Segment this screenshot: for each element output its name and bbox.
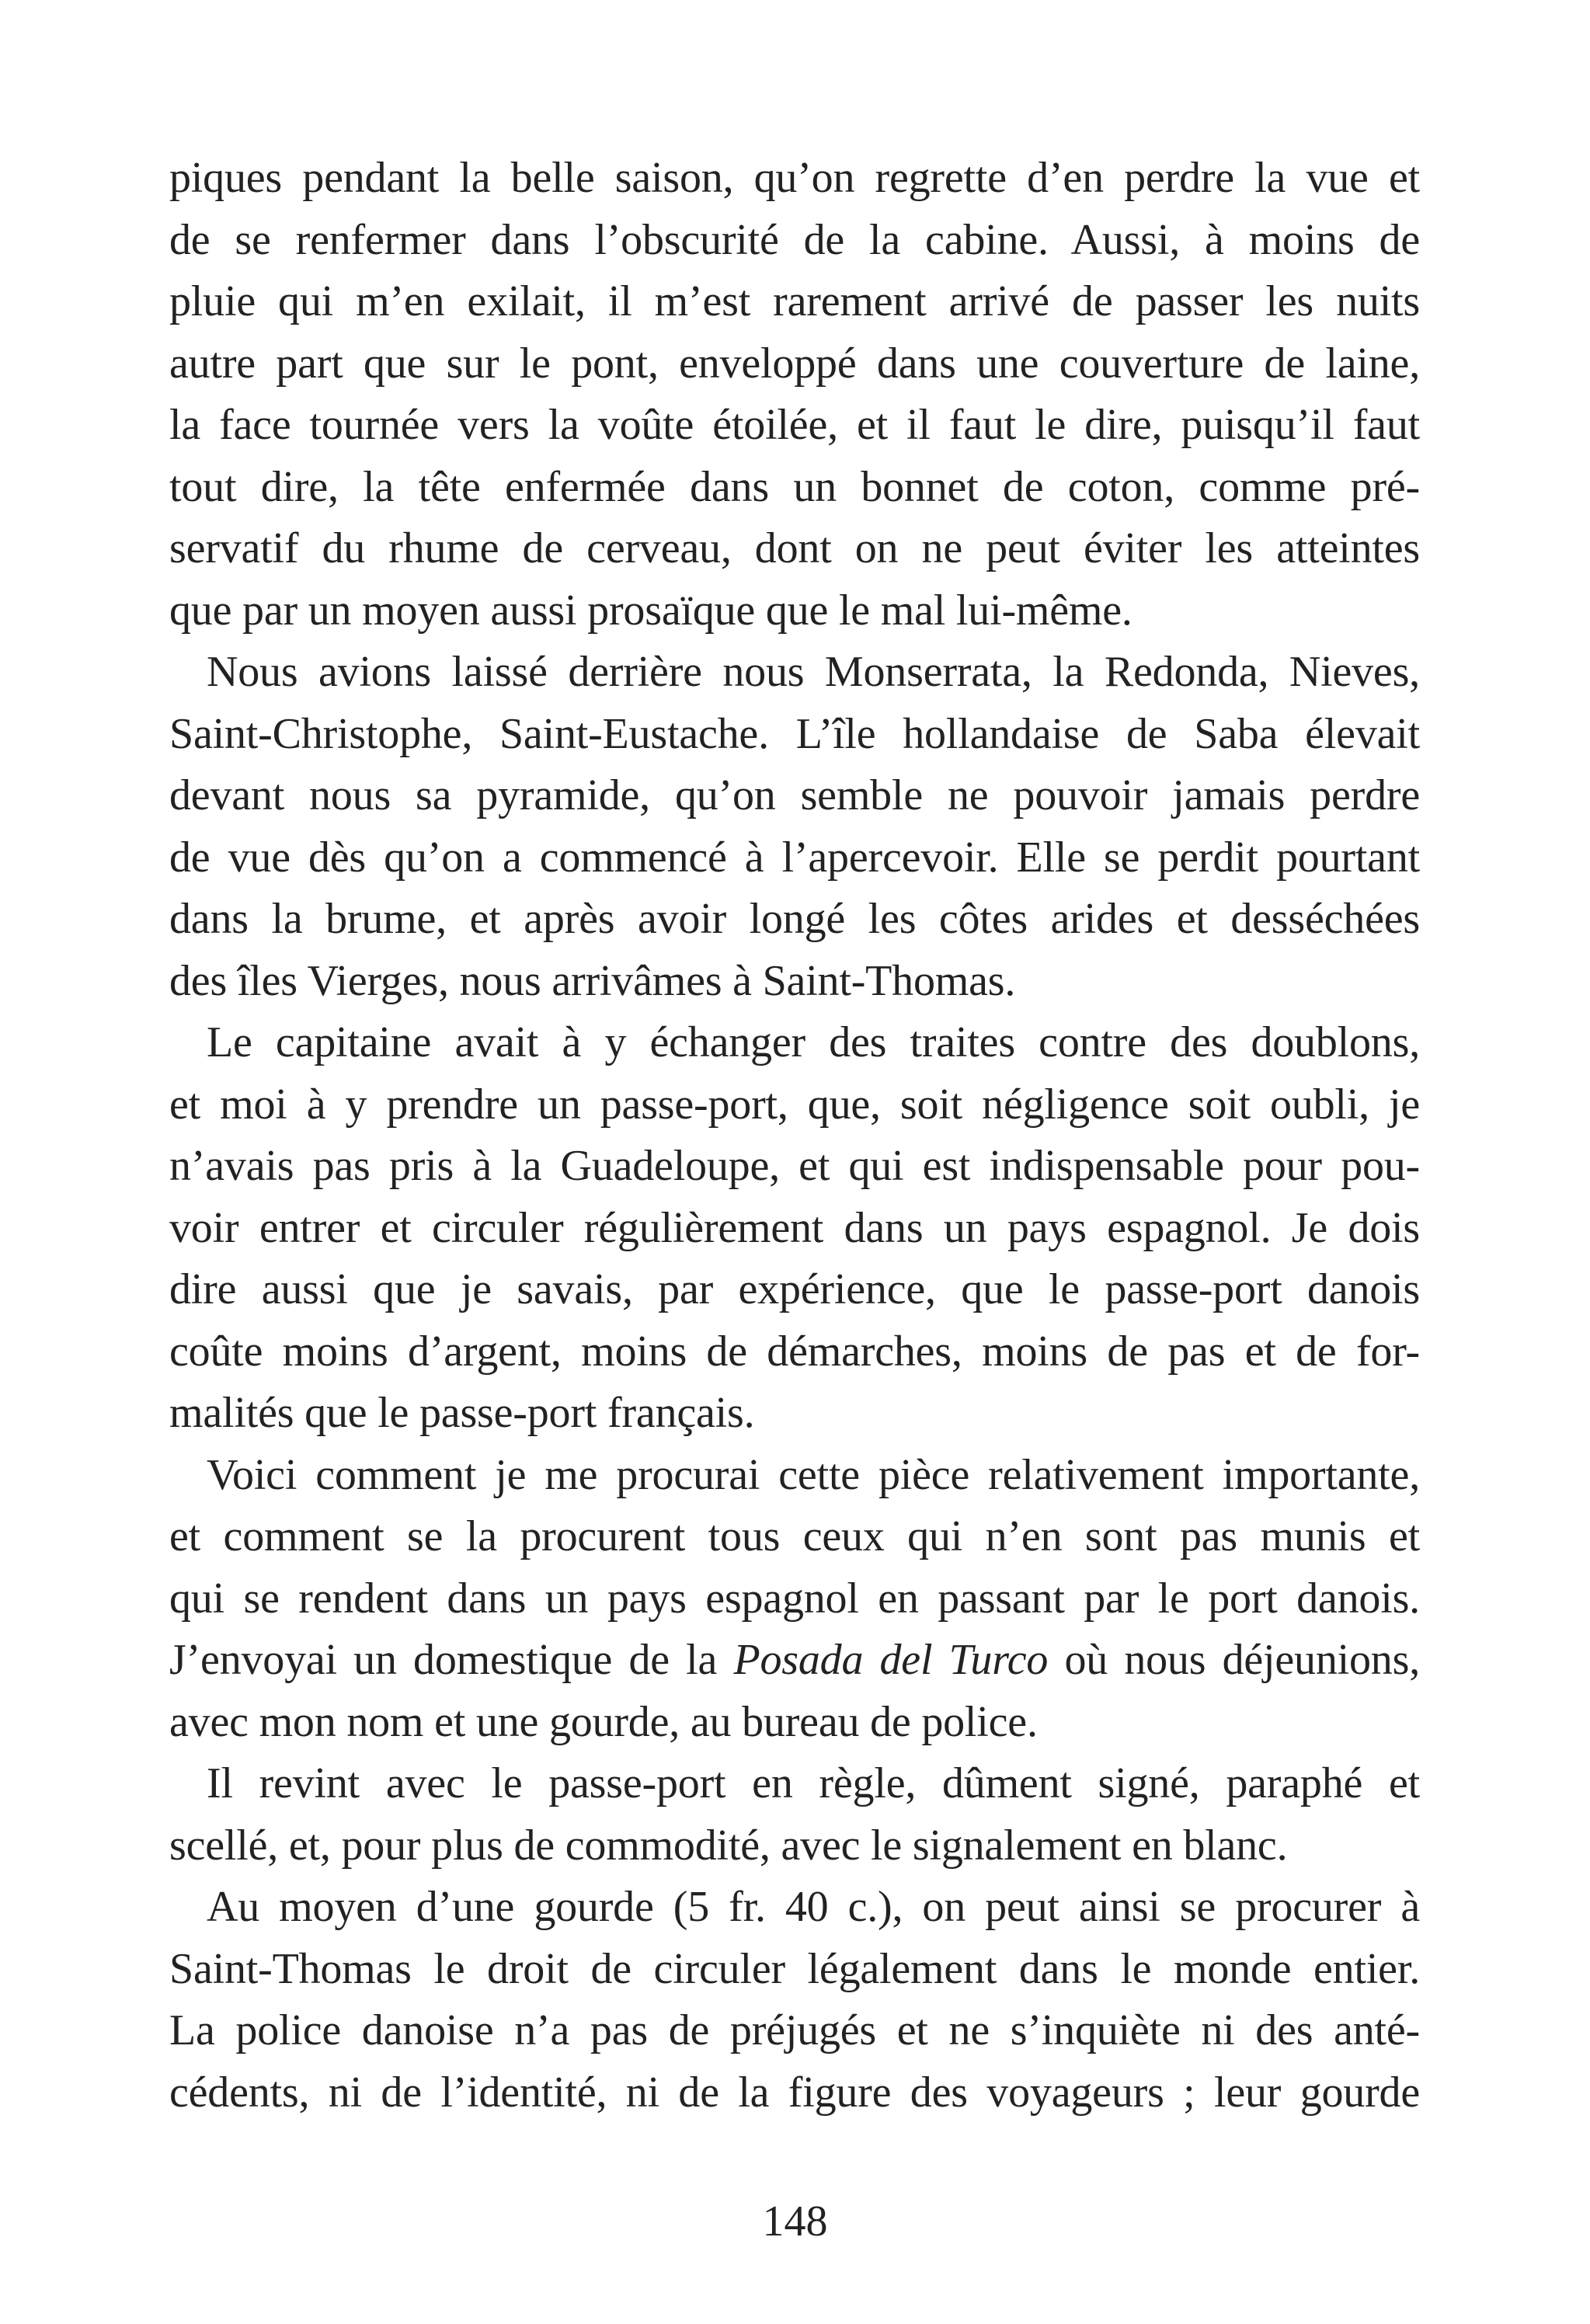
text-line: piques pendant la belle saison, qu’on regrette d’en perdre la vue et xyxy=(169,154,1420,202)
text-line: cédents, ni de l’identité, ni de la figure des voyageurs ; leur gourde xyxy=(169,2068,1420,2117)
paragraph-6 xyxy=(169,1877,1420,2124)
text-line: et moi à y prendre un passe-port, que, soit négligence soit oubli, je xyxy=(169,1080,1420,1129)
text-line: Le capitaine avait à y échanger des traites contre des doublons, xyxy=(207,1018,1420,1066)
text-line: malités que le passe-port français. xyxy=(169,1389,755,1437)
text-line: et comment se la procurent tous ceux qui n’en sont pas munis et xyxy=(169,1512,1420,1560)
paragraph-2 xyxy=(169,642,1420,1012)
page-text xyxy=(169,148,1420,2124)
text-line-with-italic xyxy=(169,1630,1420,1692)
text-line: scellé, et, pour plus de commodité, avec le signalement en blanc. xyxy=(169,1821,1288,1870)
text-line: voir entrer et circuler régulièrement dans un pays espagnol. Je dois xyxy=(169,1203,1420,1252)
text-line: servatif du rhume de cerveau, dont on ne peut éviter les atteintes xyxy=(169,524,1420,572)
text-line: avec mon nom et une gourde, au bureau de police. xyxy=(169,1697,1038,1746)
paragraph-4 xyxy=(169,1445,1420,1754)
text-line: Au moyen d’une gourde (5 fr. 40 c.), on peut ainsi se procurer à xyxy=(207,1883,1420,1931)
text-line: dire aussi que je savais, par expérience, que le passe-port danois xyxy=(169,1265,1420,1313)
text-line: de vue dès qu’on a commencé à l’apercevoir. Elle se perdit pourtant xyxy=(169,833,1420,882)
text-line: Voici comment je me procurai cette pièce relativement importante, xyxy=(207,1450,1420,1499)
text-line: Saint-Thomas le droit de circuler légalement dans le monde entier. xyxy=(169,1944,1420,1993)
italic-inn-name: Posada del Turco xyxy=(733,1636,1049,1684)
text-line: des îles Vierges, nous arrivâmes à Saint-Thomas. xyxy=(169,956,1016,1005)
text-line: n’avais pas pris à la Guadeloupe, et qui est indispensable pour pou- xyxy=(169,1142,1420,1190)
text-line: Saint-Christophe, Saint-Eustache. L’île hollandaise de Saba élevait xyxy=(169,709,1420,758)
text-line: la face tournée vers la voûte étoilée, et il faut le dire, puisqu’il faut xyxy=(169,401,1420,449)
text-run: où nous déjeunions, xyxy=(1048,1636,1421,1684)
paragraph-5 xyxy=(169,1753,1420,1877)
page-number: 148 xyxy=(762,2197,828,2246)
text-line: autre part que sur le pont, enveloppé dans une couverture de laine, xyxy=(169,339,1420,388)
text-line: qui se rendent dans un pays espagnol en passant par le port danois. xyxy=(169,1574,1420,1623)
text-line: pluie qui m’en exilait, il m’est rarement arrivé de passer les nuits xyxy=(169,277,1420,325)
text-line: de se renfermer dans l’obscurité de la cabine. Aussi, à moins de xyxy=(169,215,1420,264)
text-line: Il revint avec le passe-port en règle, dûment signé, paraphé et xyxy=(207,1759,1420,1807)
text-line: dans la brume, et après avoir longé les côtes arides et desséchées xyxy=(169,895,1420,943)
text-line: que par un moyen aussi prosaïque que le mal lui-même. xyxy=(169,586,1132,635)
paragraph-3 xyxy=(169,1012,1420,1445)
text-line: tout dire, la tête enfermée dans un bonnet de coton, comme pré- xyxy=(169,462,1420,511)
text-line: coûte moins d’argent, moins de démarches, moins de pas et de for- xyxy=(169,1327,1420,1376)
text-line: Nous avions laissé derrière nous Monserrata, la Redonda, Nieves, xyxy=(207,648,1420,696)
text-run: J’envoyai un domestique de la xyxy=(169,1636,734,1684)
text-line: La police danoise n’a pas de préjugés et ne s’inquiète ni des anté- xyxy=(169,2006,1420,2054)
text-line: devant nous sa pyramide, qu’on semble ne pouvoir jamais perdre xyxy=(169,771,1420,819)
paragraph-1 xyxy=(169,148,1420,642)
